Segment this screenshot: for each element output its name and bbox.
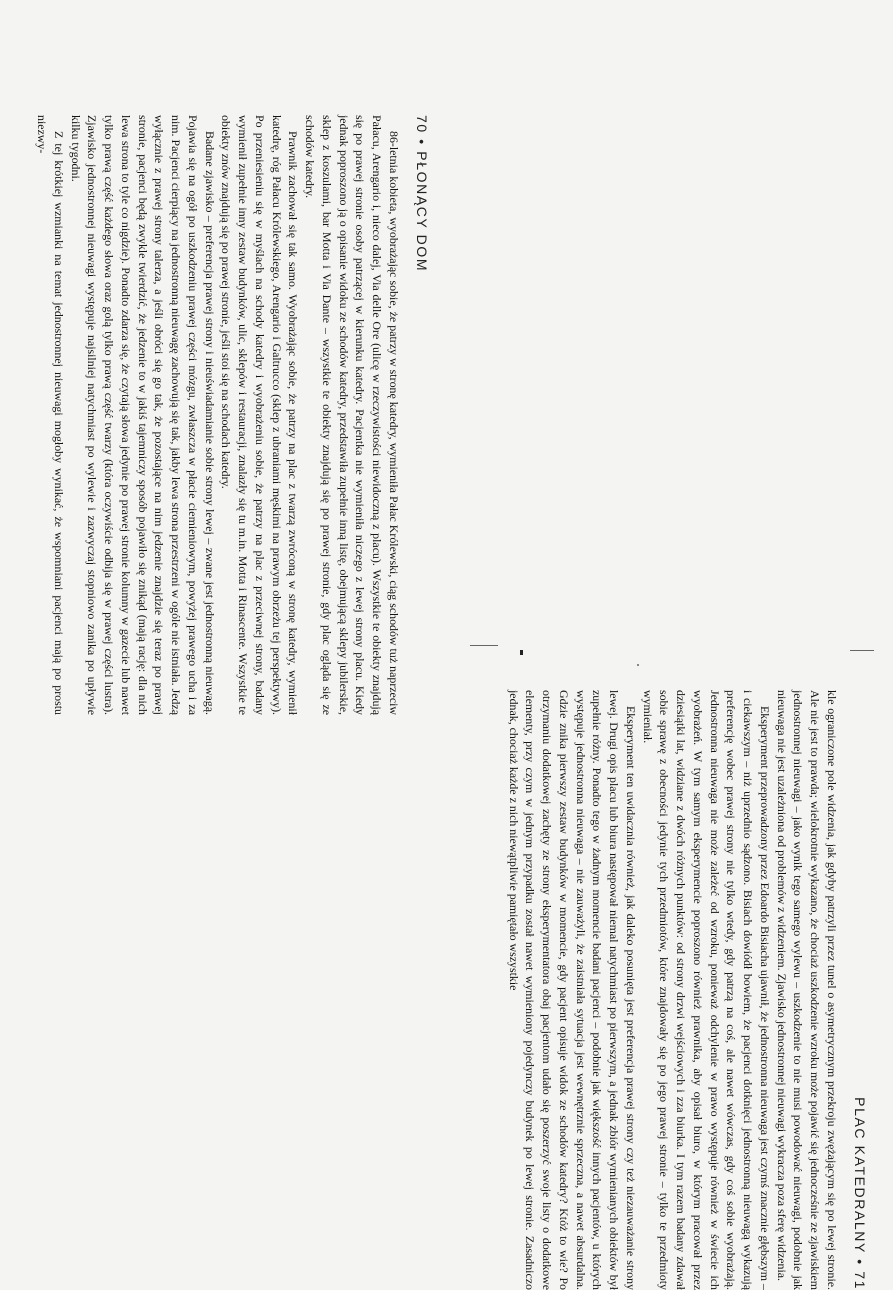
scan-speck <box>520 650 523 655</box>
page-number: 71 <box>852 1271 868 1290</box>
scan-mark <box>850 650 874 651</box>
left-page-body <box>34 115 403 715</box>
paragraph: 86-letnia kobieta, wyobrażając sobie, że patrzy w stronę katedry, wymieniła Pałac Królewski, ciąg schodów tuż naprzeciw Pałacu, Arengario i, nieco dalej, Via delle Ore (ulicę w rzeczywistości niewidoczną z placu). Wszystkie te obiekty znajdują się po prawej stronie osoby patrzącej w kierunku katedry. Pacjentka nie wymieniła niczego z lewej strony placu. Kiedy jednak poproszono ją o opisanie widoku ze schodów katedry, przedstawiła zupełnie inną listę, obejmującą sklepy jubilerskie, sklep z koszulami, bar Motta i Via Dante – wszystkie te obiekty znajdują się po prawej stronie, gdy plac ogląda się ze schodów katedry. <box>303 115 401 715</box>
left-page-header <box>408 115 430 715</box>
paragraph: Prawnik zachował się tak samo. Wyobrażając sobie, że patrzy na plac z twarzą zwróconą w stronę katedry, wymienił katedrę, róg Pałacu Królewskiego, Arengario i Galtrucco (sklep z ubraniami męskimi na prawym obrzeżu tej perspektywy). Po przeniesieniu się w myślach na schody katedry i wyobrażeniu sobie, że patrzy na plac z przeciwnej strony, badany wymienił zupełnie inny zestaw budynków, ulic, sklepów i restauracji, znalazły się tu m.in. Motta i Rinascente. Wszystkie te obiekty znów znajdują się po prawej stronie, jeśli stoi się na schodach katedry. <box>219 115 301 715</box>
paragraph: Eksperyment przeprowadzony przez Edoardo Bisiacha ujawnił, że jednostronna nieuwaga jest czymś znacznie głębszym – i ciekawszym – niż uprzednio sądzono. Bisiach dowiódł bowiem, że pacjenci dotknięci jednostronną nieuwagą wykazują preferencję wobec prawej strony nie tylko wtedy, gdy patrzą na coś, ale nawet wówczas, gdy coś sobie wyobrażają. Jednostronna nieuwaga nie może zależeć od wzroku, ponieważ odchylenie w prawo występuje również w świecie ich wyobrażeń. W tym samym eksperymencie poproszono również prawnika, aby opisał biuro, w którym pracował przez dziesiątki lat, widziane z dwóch różnych punktów: od strony drzwi wejściowych i zza biurka. I tym razem badany zdawał sobie sprawę z obecności jedynie tych przedmiotów, które znajdowały się po jego prawej stronie – tylko te przedmioty wymieniał. <box>640 690 772 1290</box>
running-title: PŁONĄCY DOM <box>414 151 430 273</box>
paragraph: Badane zjawisko – preferencja prawej strony i nieuświadamianie sobie strony lewej – zwane jest jednostronną nieuwagą. Pojawia się na ogół po uszkodzeniu prawej części mózgu, zwłaszcza w płacie ciemieniowym, powyżej prawego ucha i za nim. Pacjenci cierpiący na jednostronną nieuwagę zachowują się tak, jakby lewa strona przestrzeni w ogóle nie istniała. Jedzą wyłącznie z prawej strony talerza, a jeśli obróci się go tak, że pozostające na nim jedzenie znajdzie się teraz po prawej stronie, pacjenci będą zwykle twierdzić, że jedzenie to w jakiś tajemniczy sposób pojawiło się znikąd (mają rację: dla nich lewa strona to tyle co nigdzie). Ponadto zdarza się, że czytają słowa jedynie po prawej stronie kolumny w gazecie lub nawet tylko prawą część każdego słowa oraz golą tylko prawą część twarzy (która oczywiście odbija się w prawej części lustra). Zjawisko jednostronnej nieuwagi występuje najsilniej natychmiast po wylewie i zazwyczaj stopniowo zanika po upływie kilku tygodni. <box>68 115 217 715</box>
header-separator: • <box>414 139 430 146</box>
right-page-header <box>846 690 868 1290</box>
header-separator: • <box>852 1259 868 1266</box>
left-page <box>0 115 430 715</box>
scan-speck <box>637 664 639 666</box>
running-title: PLAC KATEDRALNY <box>852 1097 868 1254</box>
scan-mark <box>470 645 498 646</box>
paragraph: kle ograniczone pole widzenia, jak gdyby patrzyli przez tunel o asymetrycznym przekroju zwężającym się po lewej stronie. Ale nie jest to prawda; wielokrotnie wykazano, że chociaż uszkodzenie wzroku może pojawić się jednocześnie ze zjawiskiem jednostronnej nieuwagi – jako wynik tego samego wylewu – uszkodzenie to nie musi powodować nieuwagi, podobnie jak nieuwaga nie jest uzależniona od problemów z widzeniem. Zjawisko jednostronnej nieuwagi wykracza poza sferę widzenia. <box>774 690 839 1290</box>
right-page-body <box>505 690 840 1290</box>
page-number: 70 <box>414 115 430 134</box>
paragraph: Eksperyment ten uwidacznia również, jak daleko posunięta jest preferencja prawej strony czy też niezauważanie strony lewej. Drugi opis placu lub biura następował niemal natychmiast po pierwszym, a jednak zbiór wymienianych obiektów był zupełnie różny. Ponadto tego w żadnym momencie badani pacjenci – podobnie jak większość innych pacjentów, u których występuje jednostronna nieuwaga – nie zauważyli, że zaistniała sytuacja jest wewnętrznie sprzeczna, a nawet absurdalna. Gdzie znika pierwszy zestaw budynków w momencie, gdy pacjent opisuje widok ze schodów katedry? Któż to wie? Po otrzymaniu dodatkowej zachęty ze strony eksperymentatora obaj pacjentom udało się poszerzyć swoje listy o dodatkowe elementy, przy czym w jednym przypadku został nawet wymieniony pojedynczy budynek po lewej stronie. Zasadniczo jednak, chociaż każde z nich niewątpliwie pamiętało wszystkie <box>506 690 638 1290</box>
paragraph: Z tej krótkiej wzmianki na temat jednostronnej nieuwagi mogłoby wynikać, że wspomniani pacjenci mają po prostu niezwy- <box>35 115 66 715</box>
right-page <box>438 690 868 1290</box>
